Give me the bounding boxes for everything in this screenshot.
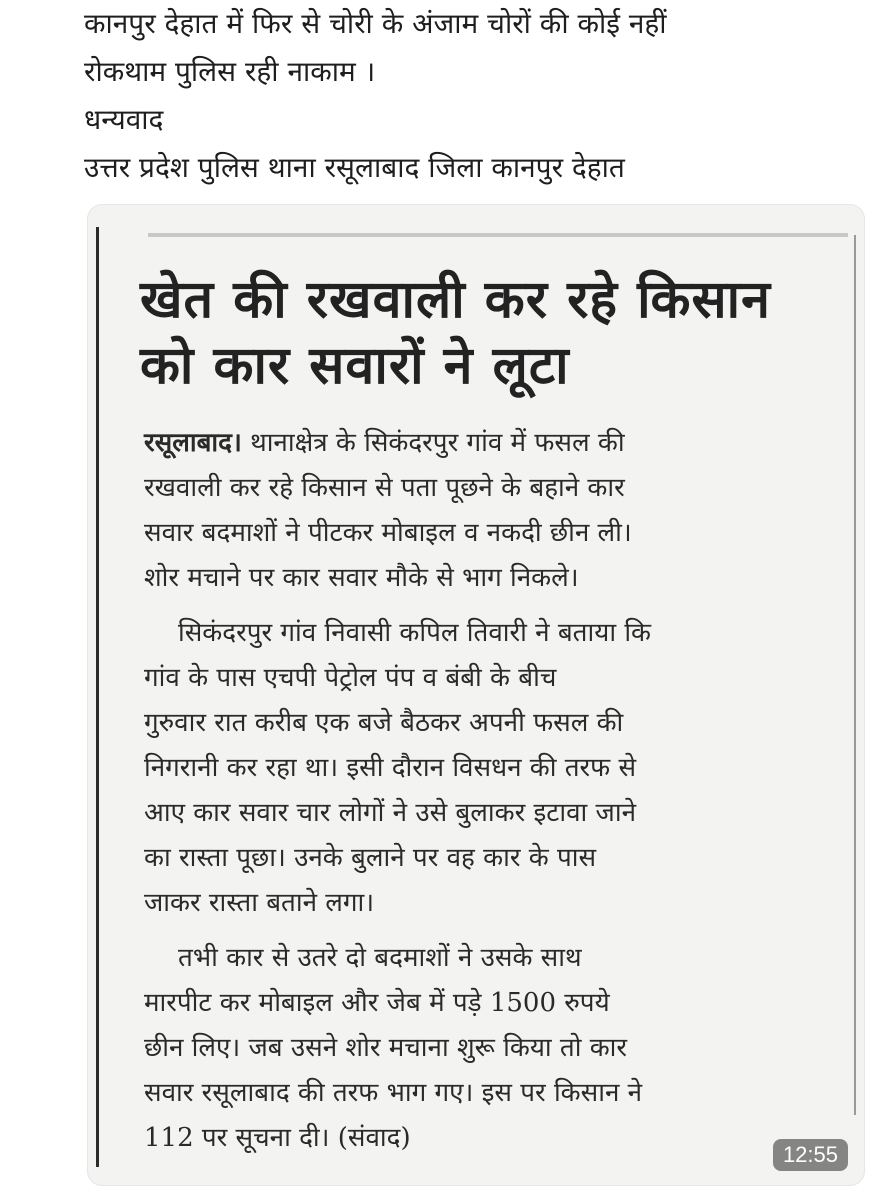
- headline-line: खेत की रखवाली कर रहे किसान: [140, 270, 771, 330]
- headline-line: को कार सवारों ने लूटा: [140, 336, 570, 396]
- article-line: मारपीट कर मोबाइल और जेब में पड़े 1500 रुपये: [144, 988, 610, 1018]
- post-line: कानपुर देहात में फिर से चोरी के अंजाम चोरों की कोई नहीं: [84, 7, 667, 40]
- message-timestamp: 12:55: [773, 1139, 848, 1171]
- article-text: थानाक्षेत्र के सिकंदरपुर गांव में फसल की: [250, 428, 625, 458]
- post-line: रोकथाम पुलिस रही नाकाम ।: [84, 55, 376, 88]
- article-line: आए कार सवार चार लोगों ने उसे बुलाकर इटावा जाने: [144, 798, 636, 828]
- article-line: छीन लिए। जब उसने शोर मचाना शुरू किया तो कार: [144, 1033, 628, 1063]
- post-line: उत्तर प्रदेश पुलिस थाना रसूलाबाद जिला कानपुर देहात: [84, 151, 625, 184]
- article-line: रखवाली कर रहे किसान से पता पूछने के बहाने कार: [144, 473, 625, 503]
- article-line: तभी कार से उतरे दो बदमाशों ने उसके साथ: [178, 943, 582, 973]
- clipping-headline: [140, 267, 860, 399]
- article-line: जाकर रास्ता बताने लगा।: [144, 888, 375, 918]
- newspaper-clipping-image[interactable]: [88, 205, 864, 1185]
- post-text: [84, 0, 874, 192]
- article-line: सवार बदमाशों ने पीटकर मोबाइल व नकदी छीन ली।: [144, 518, 632, 548]
- article-line: निगरानी कर रहा था। इसी दौरान विसधन की तरफ से: [144, 753, 637, 783]
- clipping-article: [144, 421, 864, 1161]
- divider: [148, 233, 848, 237]
- dateline: रसूलाबाद।: [144, 428, 242, 458]
- post-line: धन्यवाद: [84, 103, 164, 136]
- article-line: का रास्ता पूछा। उनके बुलाने पर वह कार के पास: [144, 843, 597, 873]
- article-line: सिकंदरपुर गांव निवासी कपिल तिवारी ने बताया कि: [178, 618, 652, 648]
- article-line: 112 पर सूचना दी। (संवाद): [144, 1123, 411, 1153]
- article-line: सवार रसूलाबाद की तरफ भाग गए। इस पर किसान ने: [144, 1078, 643, 1108]
- article-line: गांव के पास एचपी पेट्रोल पंप व बंबी के बीच: [144, 663, 557, 693]
- article-line: गुरुवार रात करीब एक बजे बैठकर अपनी फसल की: [144, 708, 624, 738]
- article-line: शोर मचाने पर कार सवार मौके से भाग निकले।: [144, 563, 579, 593]
- article-line: [144, 421, 864, 466]
